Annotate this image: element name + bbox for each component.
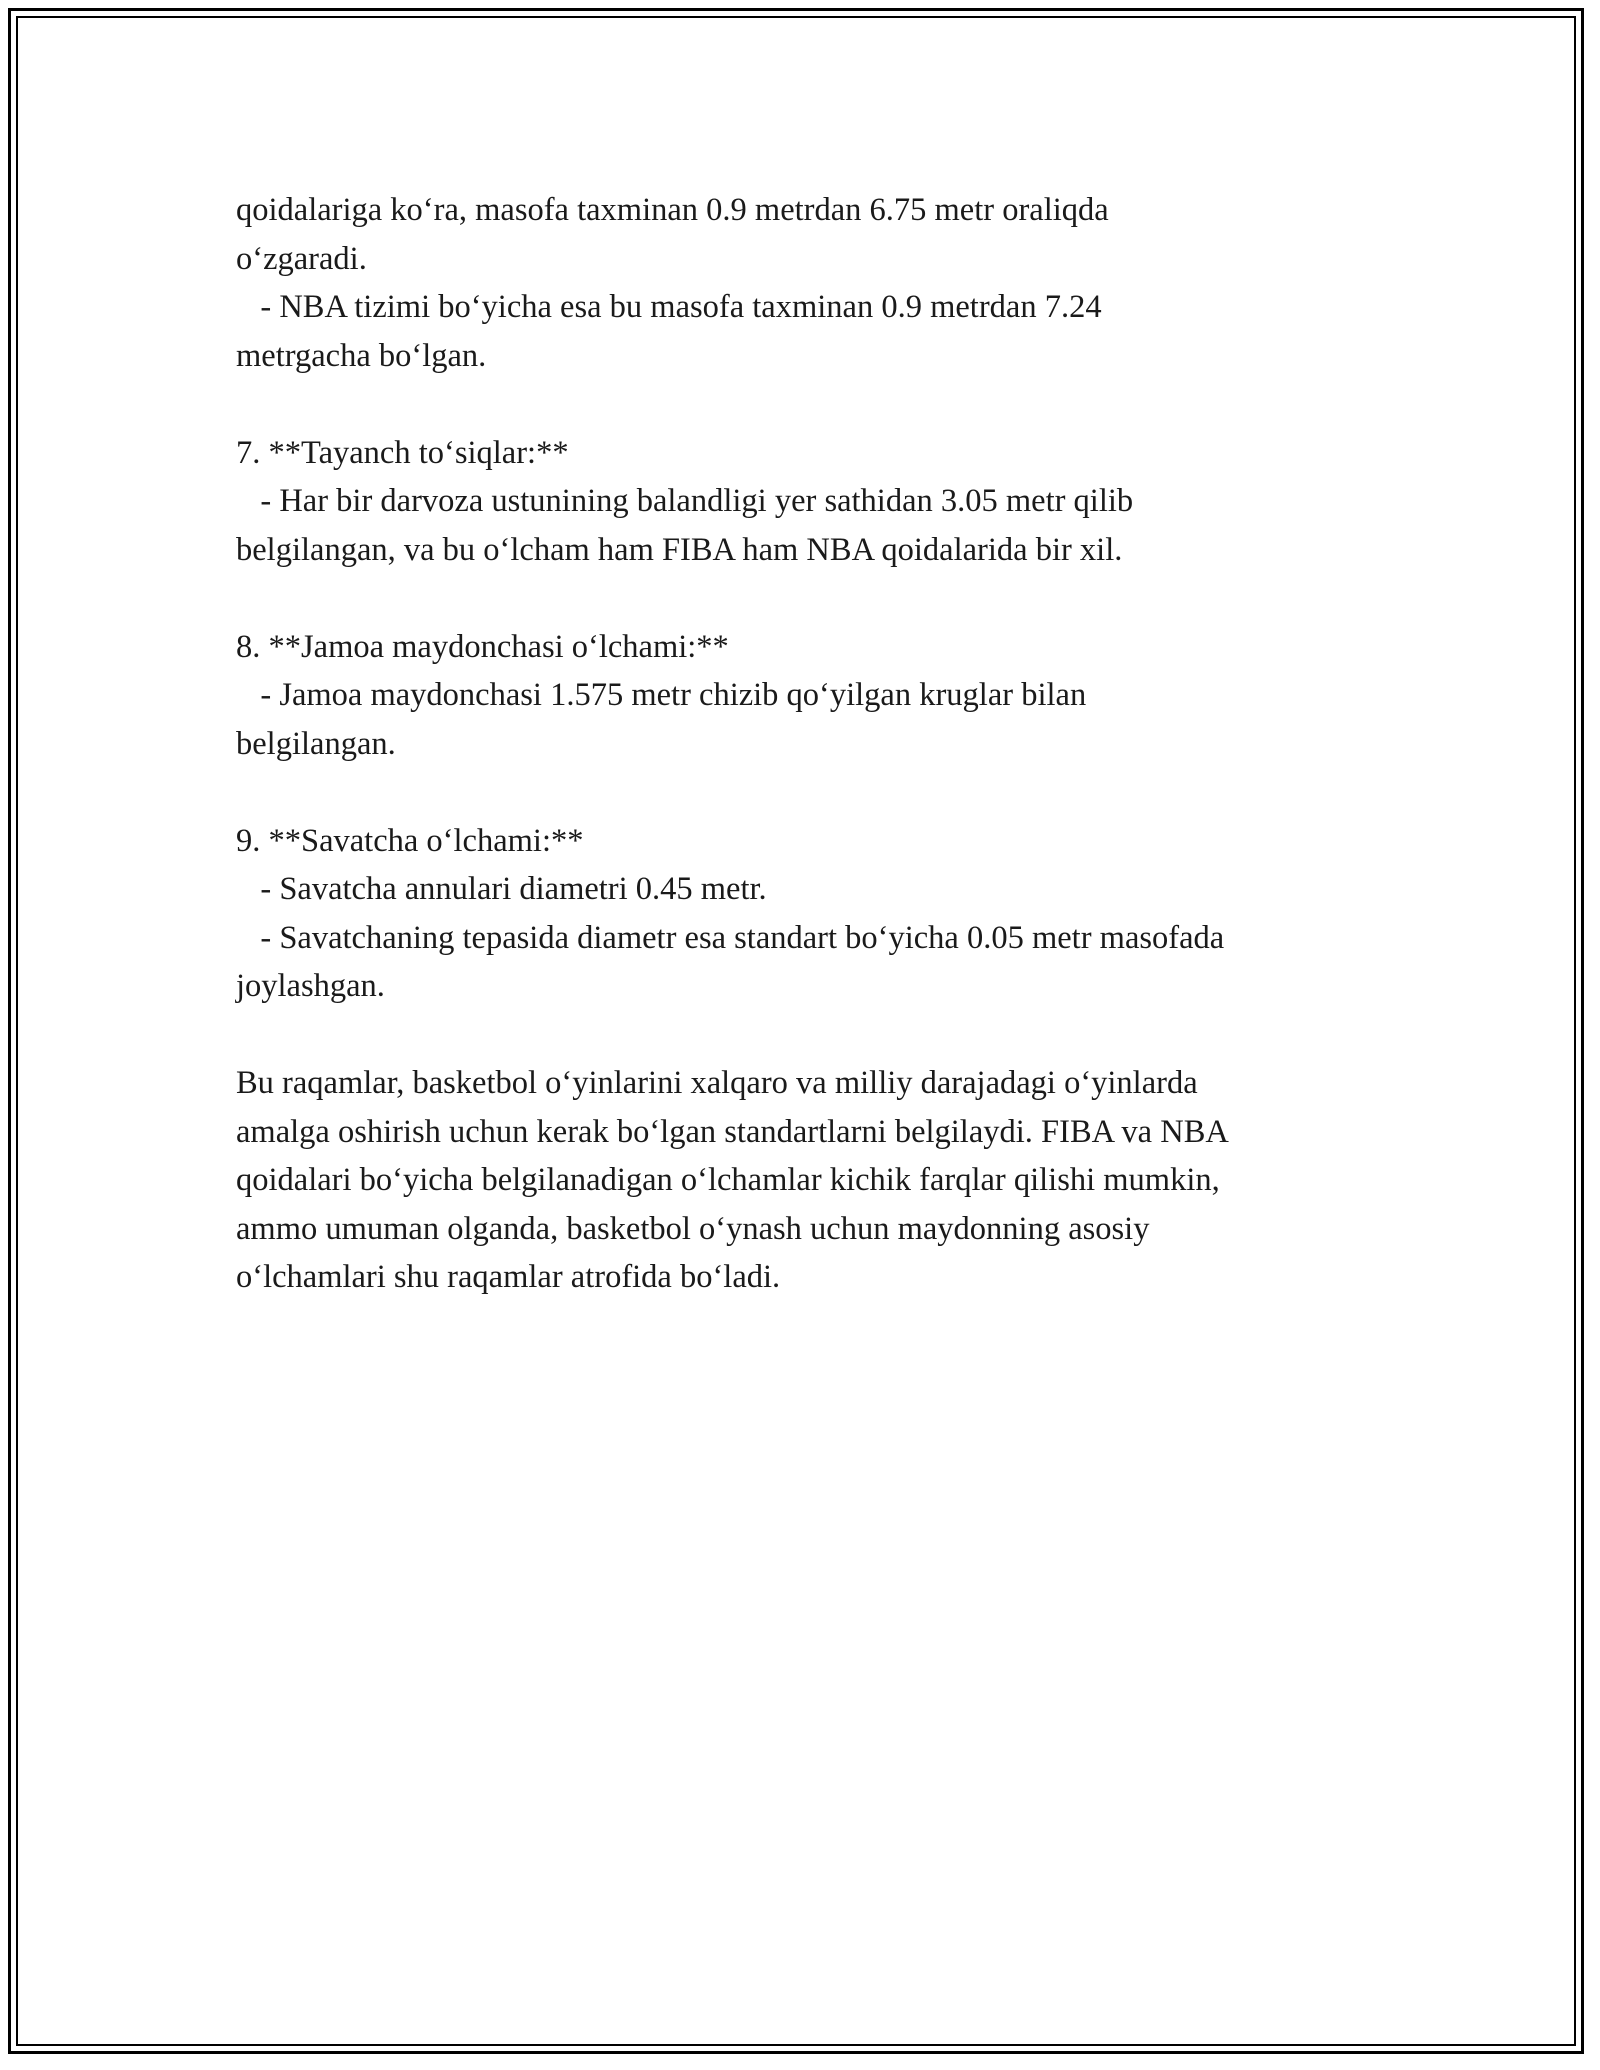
section-heading-7: 7. **Tayanch to‘siqlar:** [236, 434, 569, 471]
text-line: - Savatchaning tepasida diametr esa standart bo‘yicha 0.05 metr masofada [236, 919, 1225, 956]
section-heading-9: 9. **Savatcha o‘lchami:** [236, 822, 584, 859]
text-line: joylashgan. [236, 968, 385, 1004]
conclusion-line: o‘lchamlari shu raqamlar atrofida bo‘ladi. [236, 1259, 781, 1295]
text-line: - Savatcha annulari diametri 0.45 metr. [236, 871, 767, 907]
conclusion-line: amalga oshirish uchun kerak bo‘lgan standartlarni belgilaydi. FIBA va NBA [236, 1113, 1229, 1150]
blank-line [236, 1011, 1376, 1060]
text-line: belgilangan. [236, 725, 396, 762]
text-line: qoidalariga ko‘ra, masofa taxminan 0.9 metrdan 6.75 metr oraliqda [236, 192, 1109, 228]
text-line: - NBA tizimi bo‘yicha esa bu masofa taxminan 0.9 metrdan 7.24 [236, 289, 1102, 325]
conclusion-line: ammo umuman olganda, basketbol o‘ynash uchun maydonning asosiy [236, 1210, 1150, 1247]
blank-line [236, 574, 1376, 623]
text-line: - Har bir darvoza ustunining balandligi yer sathidan 3.05 metr qilib [236, 483, 1134, 519]
blank-line [236, 768, 1376, 817]
blank-line [236, 380, 1376, 429]
text-line: metrgacha bo‘lgan. [236, 337, 487, 374]
section-heading-8: 8. **Jamoa maydonchasi o‘lchami:** [236, 628, 729, 665]
text-line: - Jamoa maydonchasi 1.575 metr chizib qo‘yilgan kruglar bilan [236, 677, 1087, 713]
text-line: belgilangan, va bu o‘lcham ham FIBA ham NBA qoidalarida bir xil. [236, 531, 1123, 568]
conclusion-line: qoidalari bo‘yicha belgilanadigan o‘lchamlar kichik farqlar qilishi mumkin, [236, 1162, 1220, 1198]
text-line: o‘zgaradi. [236, 240, 367, 277]
document-body [236, 186, 1376, 1302]
conclusion-line: Bu raqamlar, basketbol o‘yinlarini xalqaro va milliy darajadagi o‘yinlarda [236, 1065, 1198, 1101]
